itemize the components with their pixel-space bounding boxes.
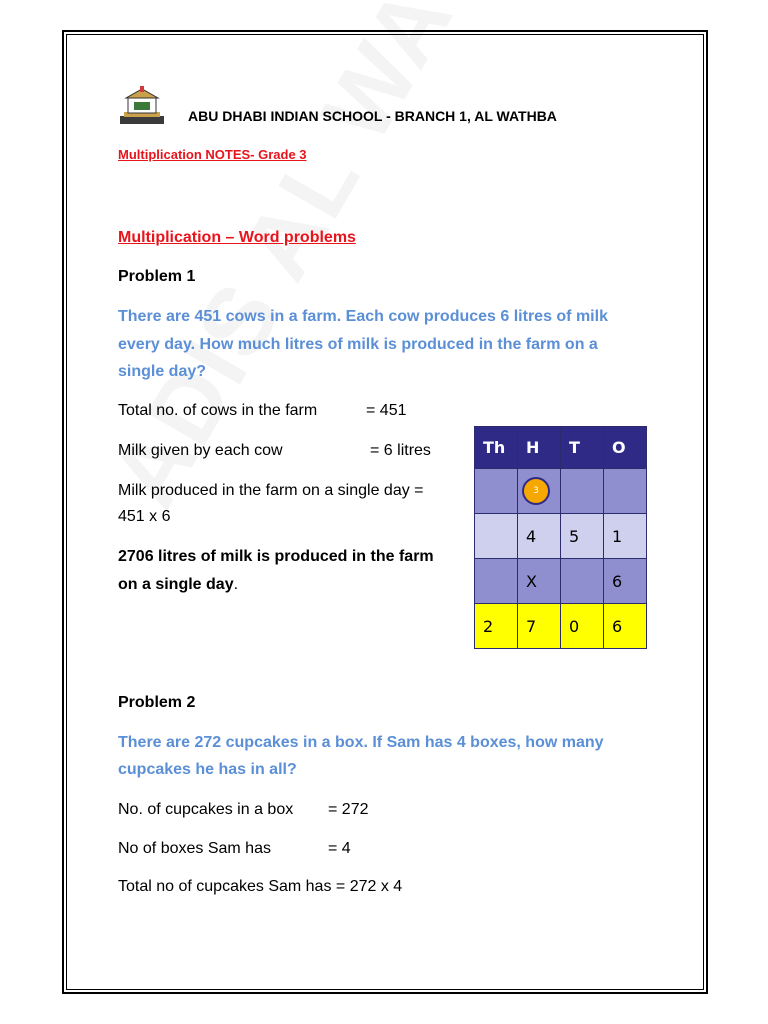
grid-cell: 7: [518, 604, 561, 649]
problem2-question-line: cupcakes he has in all?: [118, 761, 297, 778]
problem2-cupcakes-value: = 272: [328, 801, 369, 818]
grid-cell: [475, 514, 518, 559]
problem1-answer-bold: on a single day: [118, 576, 234, 593]
grid-cell: 2: [475, 604, 518, 649]
problem2-boxes-value: = 4: [328, 840, 351, 857]
grid-header-thousands: Th: [475, 427, 518, 469]
problem1-answer-period: .: [233, 576, 239, 593]
problem1-answer-line2: [118, 576, 238, 594]
notes-title: Multiplication NOTES- Grade 3: [118, 147, 307, 162]
grid-multiplier-row: [475, 559, 647, 604]
grid-cell: [475, 469, 518, 514]
grid-cell: 6: [604, 559, 647, 604]
section-title: Multiplication – Word problems: [118, 229, 356, 246]
problem1-expression: 451 x 6: [118, 508, 171, 525]
problem1-question-line: every day. How much litres of milk is produced in the farm on a: [118, 336, 598, 353]
grid-cell: [518, 469, 561, 514]
problem1-question-line: There are 451 cows in a farm. Each cow produces 6 litres of milk: [118, 308, 608, 325]
school-crest-icon: [116, 86, 168, 126]
problem1-answer-line1: 2706 litres of milk is produced in the farm: [118, 548, 434, 565]
grid-cell: [561, 469, 604, 514]
problem2-total-line: Total no of cupcakes Sam has = 272 x 4: [118, 878, 403, 895]
grid-header-hundreds: H: [518, 427, 561, 469]
problem1-heading: Problem 1: [118, 268, 196, 285]
problem1-total-line: Milk produced in the farm on a single day =: [118, 482, 424, 499]
grid-number-row: [475, 514, 647, 559]
grid-result-row: [475, 604, 647, 649]
problem2-cupcakes-label: No. of cupcakes in a box: [118, 801, 294, 818]
place-value-grid: [474, 426, 647, 649]
grid-header-tens: T: [561, 427, 604, 469]
problem2-question-line: There are 272 cupcakes in a box. If Sam has 4 boxes, how many: [118, 734, 604, 751]
grid-header-ones: O: [604, 427, 647, 469]
grid-cell: 4: [518, 514, 561, 559]
grid-cell: 6: [604, 604, 647, 649]
grid-cell: 5: [561, 514, 604, 559]
grid-cell: [604, 469, 647, 514]
grid-cell: [475, 559, 518, 604]
problem1-cows-label: Total no. of cows in the farm: [118, 402, 318, 419]
problem1-milk-label: Milk given by each cow: [118, 442, 283, 459]
school-name: ABU DHABI INDIAN SCHOOL - BRANCH 1, AL WATHBA: [188, 108, 557, 124]
problem1-milk-value: = 6 litres: [370, 442, 431, 459]
problem2-boxes-label: No of boxes Sam has: [118, 840, 271, 857]
problem1-cows-value: = 451: [366, 402, 407, 419]
grid-cell: X: [518, 559, 561, 604]
grid-carry-row: [475, 469, 647, 514]
grid-header-row: [475, 427, 647, 469]
carry-circle: 3: [522, 477, 550, 505]
problem2-heading: Problem 2: [118, 694, 196, 711]
grid-cell: 0: [561, 604, 604, 649]
problem1-question-line: single day?: [118, 363, 207, 380]
grid-cell: [561, 559, 604, 604]
grid-cell: 1: [604, 514, 647, 559]
